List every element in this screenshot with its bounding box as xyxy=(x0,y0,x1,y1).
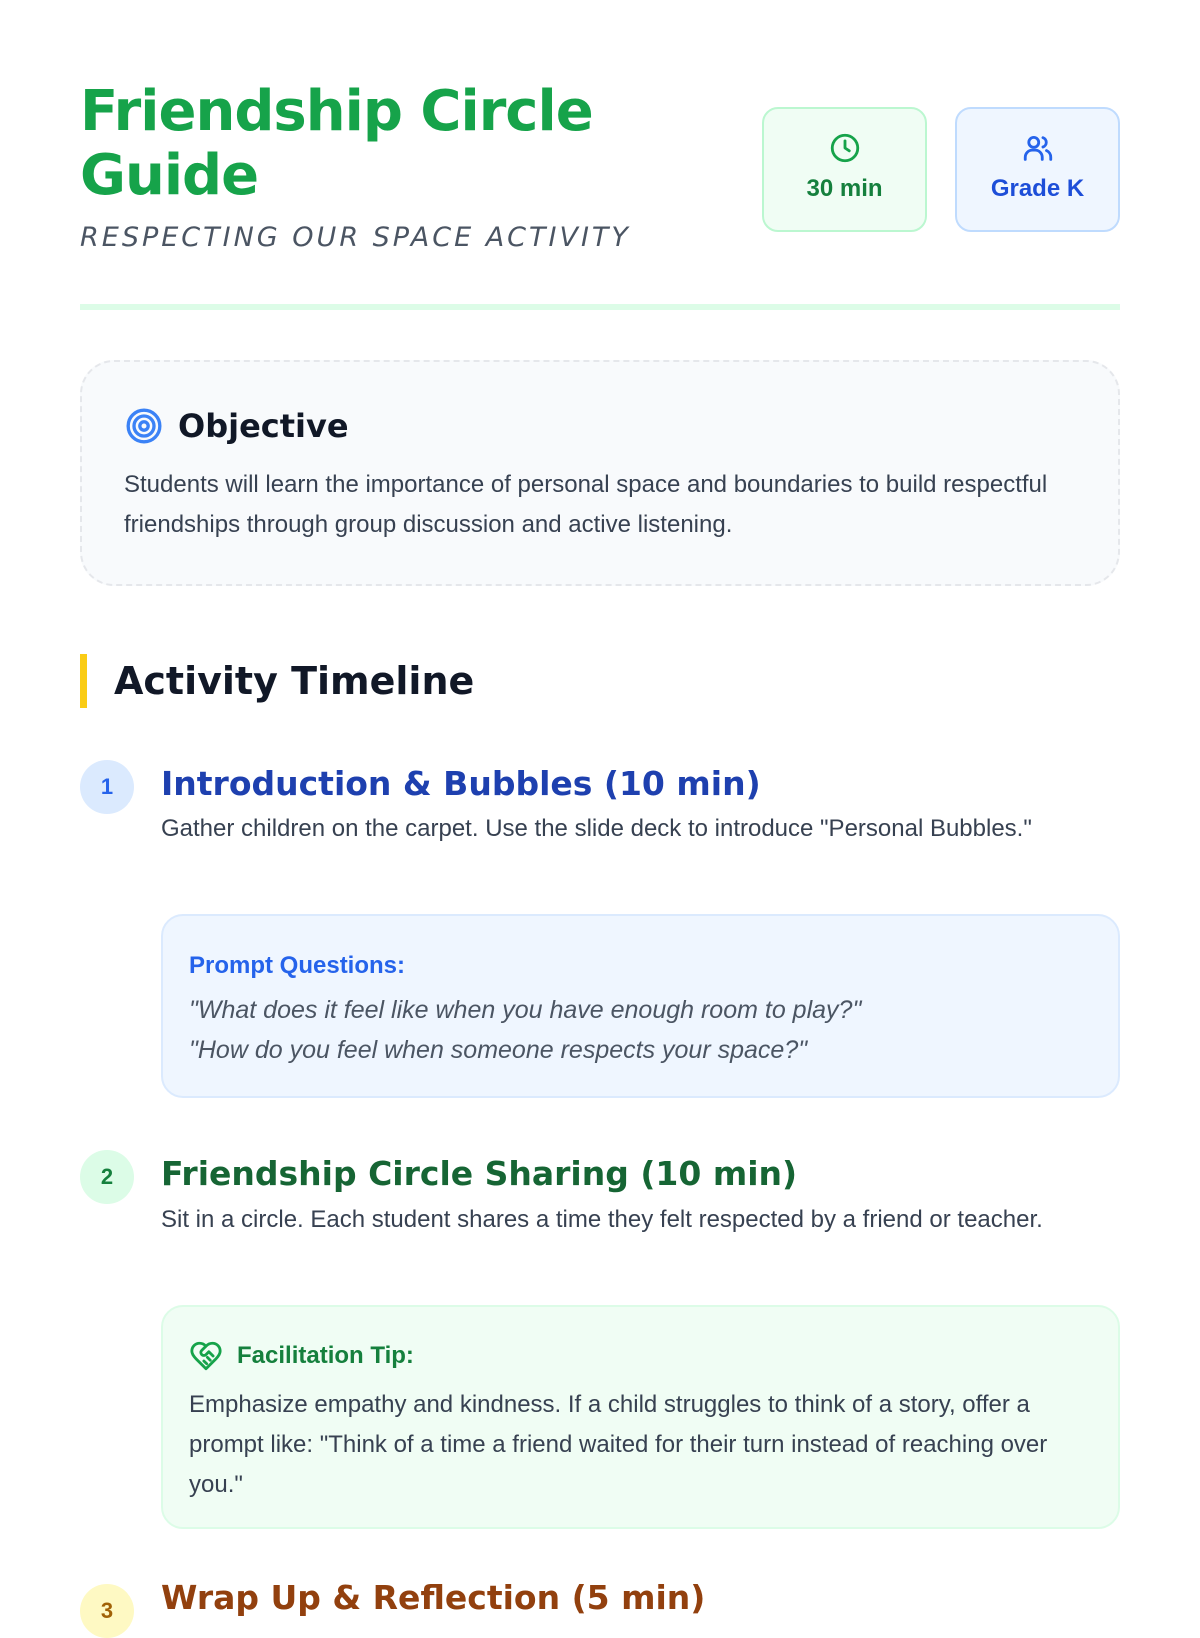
objective-heading: Objective xyxy=(178,407,349,445)
duration-badge xyxy=(762,107,927,232)
facilitation-tip-box xyxy=(161,1305,1120,1529)
prompt-questions-label: Prompt Questions: xyxy=(189,952,406,979)
users-icon xyxy=(1021,131,1055,165)
grade-label: Grade K xyxy=(990,175,1085,202)
prompt-question: "How do you feel when someone respects your space?" xyxy=(189,1036,808,1064)
objective-card xyxy=(80,360,1120,586)
facilitation-tip-text: Emphasize empathy and kindness. If a child struggles to think of a story, offer a prompt like: "Think of a time a friend waited for their turn instead of reaching over you." xyxy=(189,1391,1048,1498)
step-title: Introduction & Bubbles (10 min) xyxy=(161,764,761,803)
page-header xyxy=(80,80,1120,310)
step-title: Friendship Circle Sharing (10 min) xyxy=(161,1154,798,1193)
clock-icon xyxy=(828,131,862,165)
objective-text: Students will learn the importance of personal space and boundaries to build respectful friendships through group discussion and active listening. xyxy=(124,471,1048,538)
prompt-questions-box xyxy=(161,914,1120,1098)
facilitation-tip-header xyxy=(189,1339,414,1373)
step-description: Gather children on the carpet. Use the slide deck to introduce "Personal Bubbles." xyxy=(161,815,1032,842)
timeline-heading: Activity Timeline xyxy=(80,654,474,708)
step-number: 3 xyxy=(80,1584,134,1638)
heart-handshake-icon xyxy=(189,1339,223,1373)
target-icon xyxy=(124,406,164,446)
step-title: Wrap Up & Reflection (5 min) xyxy=(161,1578,706,1617)
step-description: Sit in a circle. Each student shares a time they felt respected by a friend or teacher. xyxy=(161,1206,1043,1233)
duration-label: 30 min xyxy=(806,175,883,202)
step-number: 1 xyxy=(80,760,134,814)
objective-header xyxy=(124,406,349,446)
page-subtitle: RESPECTING OUR SPACE ACTIVITY xyxy=(80,222,631,253)
facilitation-tip-label: Facilitation Tip: xyxy=(237,1342,414,1369)
page-title: Friendship Circle Guide xyxy=(80,79,593,208)
grade-badge xyxy=(955,107,1120,232)
step-number: 2 xyxy=(80,1150,134,1204)
prompt-question: "What does it feel like when you have enough room to play?" xyxy=(189,996,862,1024)
